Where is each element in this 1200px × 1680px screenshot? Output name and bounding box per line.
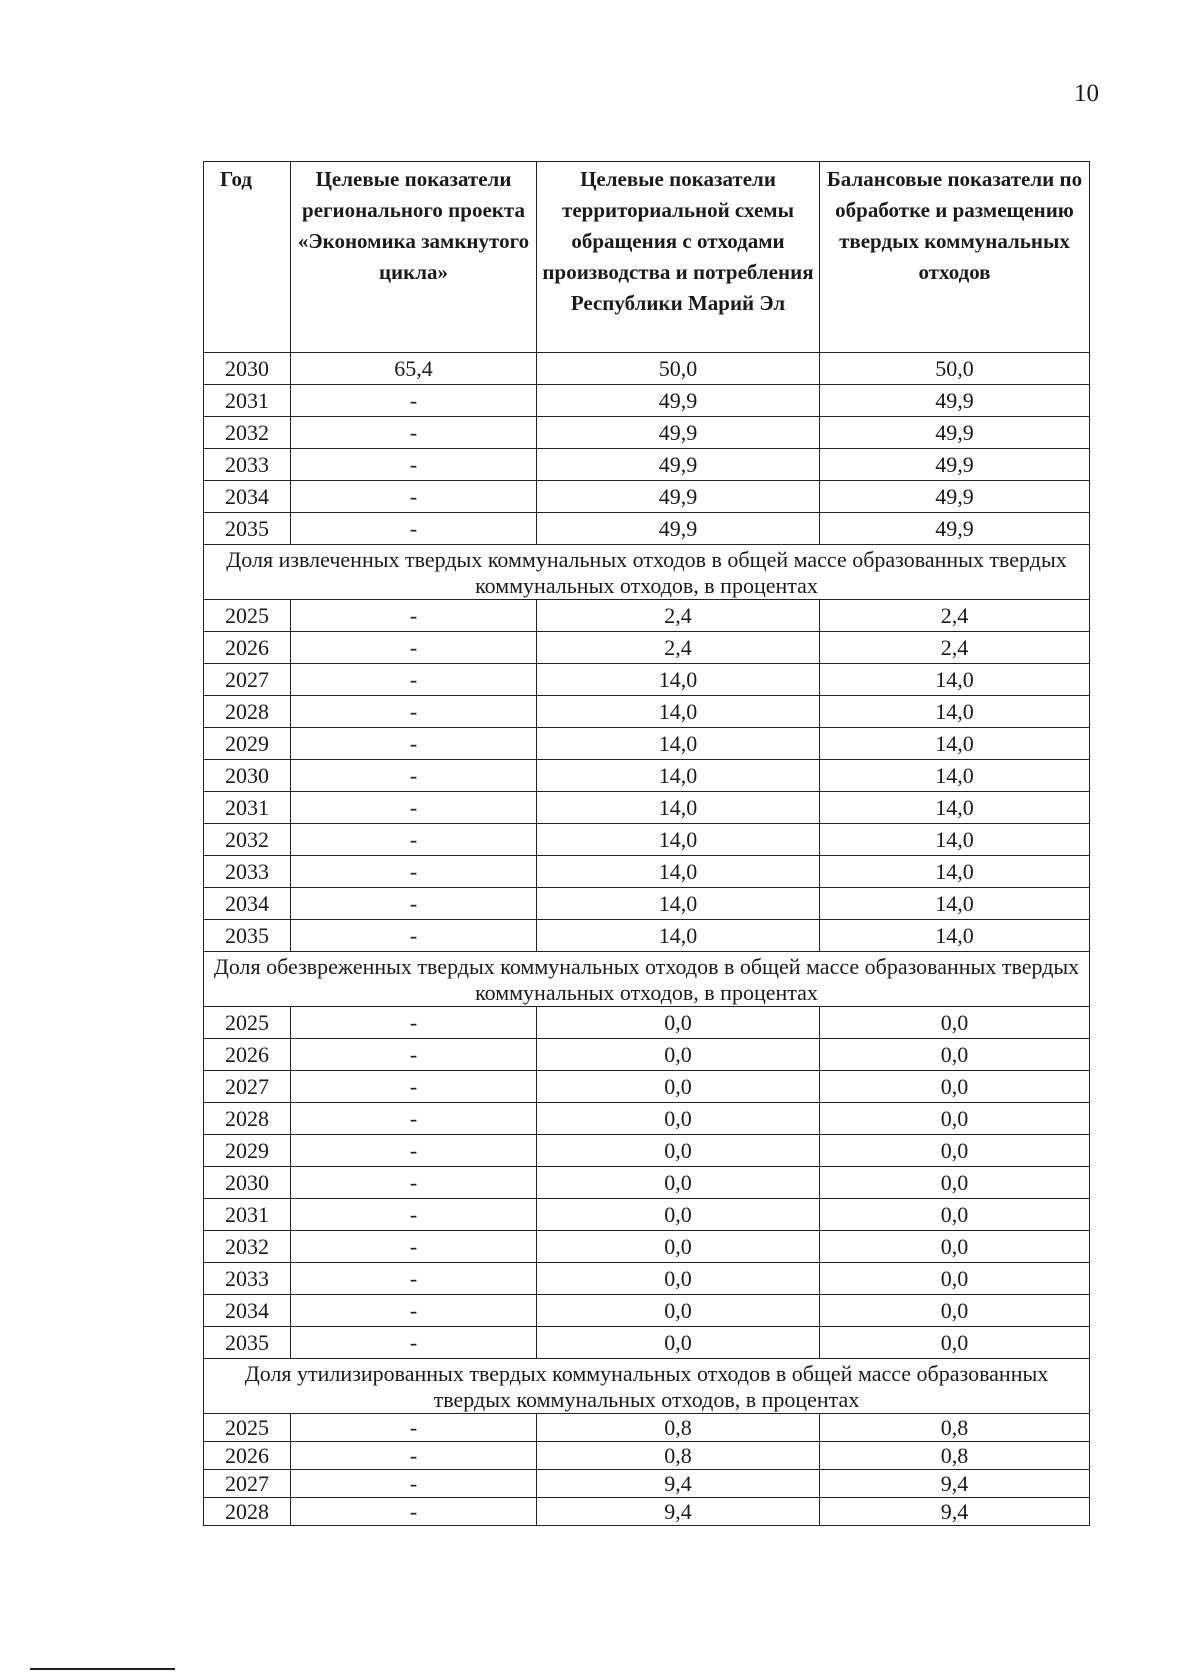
cell-regional: - xyxy=(291,1071,537,1103)
header-year: Год xyxy=(204,162,291,353)
cell-balance: 49,9 xyxy=(820,385,1090,417)
cell-regional: - xyxy=(291,1327,537,1359)
cell-territorial: 0,0 xyxy=(537,1007,820,1039)
cell-balance: 14,0 xyxy=(820,888,1090,920)
header-territorial: Целевые показатели территориальной схемы обращения с отходами производства и потребления Республики Марий Эл xyxy=(537,162,820,353)
cell-balance: 0,0 xyxy=(820,1231,1090,1263)
group-3 xyxy=(204,1007,1090,1359)
cell-year: 2034 xyxy=(204,481,291,513)
cell-year: 2035 xyxy=(204,513,291,545)
indicators-table xyxy=(203,161,1090,1526)
cell-balance: 0,8 xyxy=(820,1442,1090,1470)
cell-balance: 0,0 xyxy=(820,1263,1090,1295)
cell-balance: 9,4 xyxy=(820,1470,1090,1498)
table-row xyxy=(204,385,1090,417)
cell-year: 2027 xyxy=(204,1071,291,1103)
cell-balance: 14,0 xyxy=(820,920,1090,952)
table-row xyxy=(204,1263,1090,1295)
table-row xyxy=(204,481,1090,513)
cell-year: 2033 xyxy=(204,449,291,481)
cell-year: 2025 xyxy=(204,1007,291,1039)
table-row xyxy=(204,1231,1090,1263)
cell-regional: - xyxy=(291,728,537,760)
cell-regional: - xyxy=(291,792,537,824)
cell-regional: - xyxy=(291,664,537,696)
cell-balance: 0,0 xyxy=(820,1007,1090,1039)
cell-regional: - xyxy=(291,1103,537,1135)
cell-balance: 2,4 xyxy=(820,632,1090,664)
cell-regional: - xyxy=(291,824,537,856)
cell-territorial: 0,0 xyxy=(537,1231,820,1263)
cell-regional: - xyxy=(291,1135,537,1167)
cell-balance: 49,9 xyxy=(820,449,1090,481)
section-title-utilized: Доля утилизированных твердых коммунальных отходов в общей массе образованных твердых коммунальных отходов, в процентах xyxy=(204,1359,1090,1414)
cell-balance: 0,0 xyxy=(820,1295,1090,1327)
cell-territorial: 0,0 xyxy=(537,1167,820,1199)
table-row xyxy=(204,728,1090,760)
table-row xyxy=(204,856,1090,888)
cell-year: 2029 xyxy=(204,728,291,760)
cell-balance: 14,0 xyxy=(820,760,1090,792)
cell-year: 2031 xyxy=(204,385,291,417)
cell-year: 2033 xyxy=(204,856,291,888)
section-row xyxy=(204,952,1090,1007)
cell-regional: - xyxy=(291,696,537,728)
cell-regional: - xyxy=(291,920,537,952)
table-row xyxy=(204,1442,1090,1470)
cell-year: 2034 xyxy=(204,888,291,920)
cell-year: 2031 xyxy=(204,1199,291,1231)
cell-balance: 14,0 xyxy=(820,696,1090,728)
cell-balance: 49,9 xyxy=(820,417,1090,449)
cell-territorial: 14,0 xyxy=(537,792,820,824)
cell-year: 2030 xyxy=(204,760,291,792)
cell-regional: - xyxy=(291,1167,537,1199)
table-header-row xyxy=(204,162,1090,353)
table-row xyxy=(204,920,1090,952)
cell-year: 2028 xyxy=(204,1103,291,1135)
table-row xyxy=(204,1039,1090,1071)
cell-balance: 14,0 xyxy=(820,792,1090,824)
cell-territorial: 2,4 xyxy=(537,632,820,664)
cell-year: 2026 xyxy=(204,1442,291,1470)
cell-regional: - xyxy=(291,513,537,545)
table-row xyxy=(204,888,1090,920)
cell-regional: - xyxy=(291,888,537,920)
cell-territorial: 14,0 xyxy=(537,824,820,856)
cell-territorial: 0,0 xyxy=(537,1295,820,1327)
cell-year: 2031 xyxy=(204,792,291,824)
table-row xyxy=(204,449,1090,481)
section-row xyxy=(204,545,1090,600)
cell-balance: 0,0 xyxy=(820,1135,1090,1167)
cell-regional: - xyxy=(291,1263,537,1295)
cell-territorial: 49,9 xyxy=(537,513,820,545)
cell-regional: - xyxy=(291,856,537,888)
cell-year: 2034 xyxy=(204,1295,291,1327)
group-2 xyxy=(204,600,1090,952)
cell-year: 2032 xyxy=(204,1231,291,1263)
table-row xyxy=(204,1103,1090,1135)
cell-territorial: 0,0 xyxy=(537,1071,820,1103)
cell-year: 2026 xyxy=(204,1039,291,1071)
cell-territorial: 14,0 xyxy=(537,664,820,696)
cell-year: 2030 xyxy=(204,353,291,385)
cell-balance: 49,9 xyxy=(820,513,1090,545)
cell-year: 2033 xyxy=(204,1263,291,1295)
cell-regional: - xyxy=(291,600,537,632)
cell-balance: 0,0 xyxy=(820,1039,1090,1071)
page-number: 10 xyxy=(1074,80,1099,107)
cell-regional: - xyxy=(291,1498,537,1526)
cell-regional: - xyxy=(291,385,537,417)
cell-regional: - xyxy=(291,481,537,513)
cell-territorial: 14,0 xyxy=(537,856,820,888)
header-balance: Балансовые показатели по обработке и размещению твердых коммунальных отходов xyxy=(820,162,1090,353)
group-1 xyxy=(204,353,1090,545)
cell-balance: 50,0 xyxy=(820,353,1090,385)
cell-balance: 14,0 xyxy=(820,664,1090,696)
cell-balance: 0,0 xyxy=(820,1103,1090,1135)
cell-balance: 0,0 xyxy=(820,1167,1090,1199)
table-row xyxy=(204,760,1090,792)
cell-regional: - xyxy=(291,760,537,792)
header-regional: Целевые показатели регионального проекта «Экономика замкнутого цикла» xyxy=(291,162,537,353)
cell-regional: 65,4 xyxy=(291,353,537,385)
cell-territorial: 49,9 xyxy=(537,417,820,449)
table-row xyxy=(204,1007,1090,1039)
table-row xyxy=(204,417,1090,449)
cell-balance: 0,0 xyxy=(820,1071,1090,1103)
cell-regional: - xyxy=(291,1007,537,1039)
cell-territorial: 0,0 xyxy=(537,1103,820,1135)
cell-year: 2027 xyxy=(204,664,291,696)
cell-territorial: 2,4 xyxy=(537,600,820,632)
cell-regional: - xyxy=(291,417,537,449)
cell-year: 2027 xyxy=(204,1470,291,1498)
table-row xyxy=(204,1498,1090,1526)
cell-territorial: 0,0 xyxy=(537,1135,820,1167)
cell-year: 2032 xyxy=(204,417,291,449)
cell-year: 2029 xyxy=(204,1135,291,1167)
cell-territorial: 0,0 xyxy=(537,1199,820,1231)
cell-year: 2035 xyxy=(204,1327,291,1359)
table-row xyxy=(204,600,1090,632)
cell-balance: 14,0 xyxy=(820,728,1090,760)
table-row xyxy=(204,1071,1090,1103)
cell-regional: - xyxy=(291,1295,537,1327)
cell-regional: - xyxy=(291,449,537,481)
cell-balance: 14,0 xyxy=(820,856,1090,888)
cell-territorial: 50,0 xyxy=(537,353,820,385)
cell-territorial: 0,0 xyxy=(537,1039,820,1071)
cell-balance: 14,0 xyxy=(820,824,1090,856)
footer-divider xyxy=(30,1668,175,1670)
cell-territorial: 14,0 xyxy=(537,728,820,760)
cell-regional: - xyxy=(291,1231,537,1263)
cell-year: 2030 xyxy=(204,1167,291,1199)
cell-regional: - xyxy=(291,1039,537,1071)
cell-regional: - xyxy=(291,1414,537,1442)
cell-year: 2025 xyxy=(204,1414,291,1442)
cell-year: 2025 xyxy=(204,600,291,632)
cell-year: 2035 xyxy=(204,920,291,952)
cell-regional: - xyxy=(291,632,537,664)
cell-year: 2028 xyxy=(204,1498,291,1526)
table-row xyxy=(204,513,1090,545)
table-row xyxy=(204,1327,1090,1359)
cell-territorial: 0,0 xyxy=(537,1327,820,1359)
cell-territorial: 14,0 xyxy=(537,920,820,952)
cell-territorial: 14,0 xyxy=(537,760,820,792)
table-row xyxy=(204,1135,1090,1167)
table-row xyxy=(204,824,1090,856)
cell-balance: 0,0 xyxy=(820,1199,1090,1231)
cell-balance: 2,4 xyxy=(820,600,1090,632)
table-row xyxy=(204,792,1090,824)
cell-year: 2028 xyxy=(204,696,291,728)
table-row xyxy=(204,1199,1090,1231)
cell-territorial: 9,4 xyxy=(537,1498,820,1526)
table-row xyxy=(204,1414,1090,1442)
cell-territorial: 9,4 xyxy=(537,1470,820,1498)
cell-territorial: 0,8 xyxy=(537,1414,820,1442)
cell-balance: 49,9 xyxy=(820,481,1090,513)
cell-year: 2032 xyxy=(204,824,291,856)
section-row xyxy=(204,1359,1090,1414)
cell-balance: 0,0 xyxy=(820,1327,1090,1359)
cell-territorial: 0,0 xyxy=(537,1263,820,1295)
cell-balance: 9,4 xyxy=(820,1498,1090,1526)
cell-territorial: 49,9 xyxy=(537,385,820,417)
cell-balance: 0,8 xyxy=(820,1414,1090,1442)
cell-territorial: 49,9 xyxy=(537,481,820,513)
cell-territorial: 14,0 xyxy=(537,696,820,728)
table-row xyxy=(204,353,1090,385)
cell-territorial: 14,0 xyxy=(537,888,820,920)
section-title-extracted: Доля извлеченных твердых коммунальных отходов в общей массе образованных твердых коммунальных отходов, в процентах xyxy=(204,545,1090,600)
table-row xyxy=(204,1470,1090,1498)
table-row xyxy=(204,664,1090,696)
table-row xyxy=(204,1167,1090,1199)
cell-regional: - xyxy=(291,1199,537,1231)
table-row xyxy=(204,632,1090,664)
cell-territorial: 49,9 xyxy=(537,449,820,481)
cell-regional: - xyxy=(291,1470,537,1498)
cell-territorial: 0,8 xyxy=(537,1442,820,1470)
group-4 xyxy=(204,1414,1090,1526)
table-row xyxy=(204,1295,1090,1327)
section-title-neutralized: Доля обезвреженных твердых коммунальных отходов в общей массе образованных твердых коммунальных отходов, в процентах xyxy=(204,952,1090,1007)
cell-regional: - xyxy=(291,1442,537,1470)
table-row xyxy=(204,696,1090,728)
cell-year: 2026 xyxy=(204,632,291,664)
